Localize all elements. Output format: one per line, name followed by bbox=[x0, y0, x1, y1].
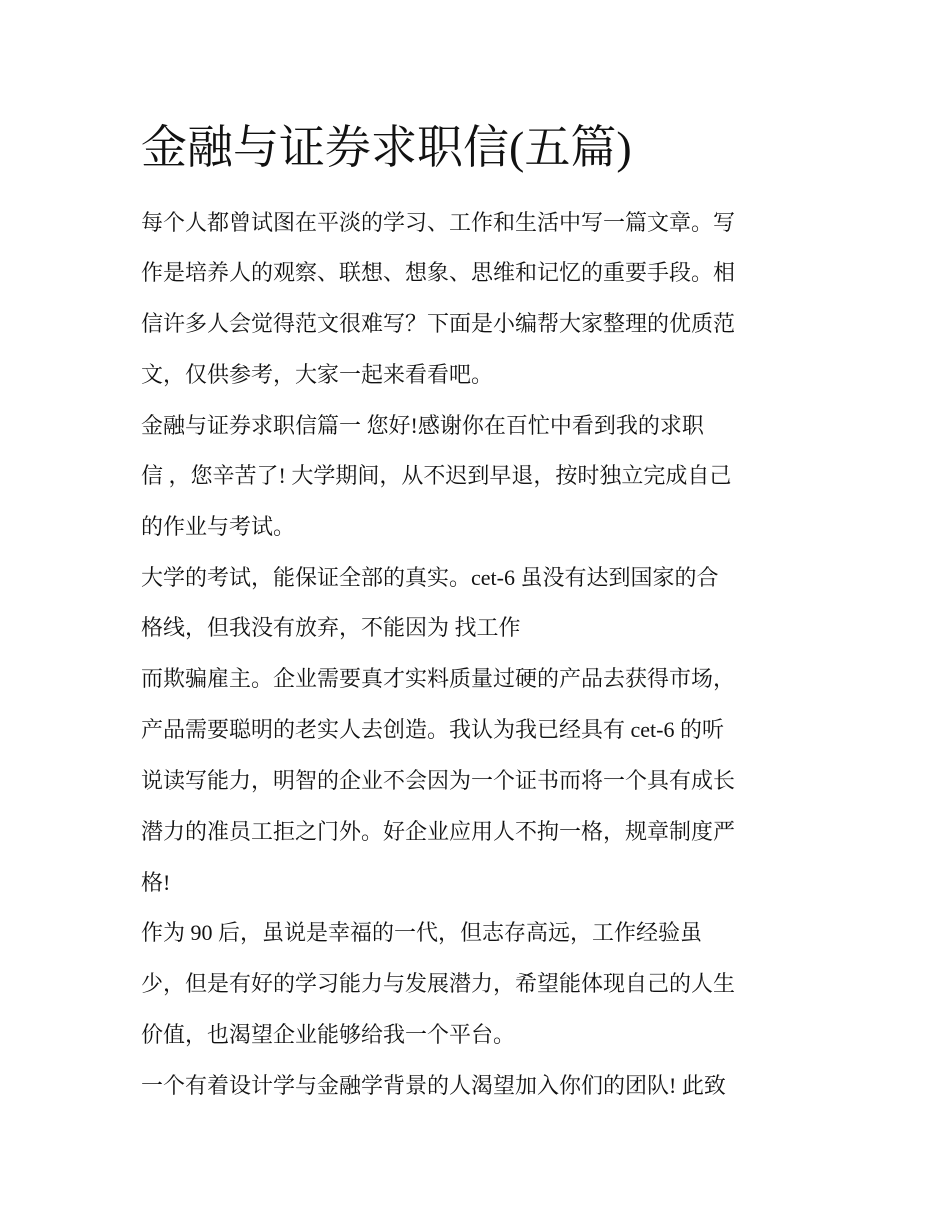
text-line-4: 文，仅供参考，大家一起来看看吧。 bbox=[141, 362, 494, 387]
text-line-14: 格! bbox=[141, 870, 171, 895]
text-line-18: 一个有着设计学与金融学背景的人渴望加入你们的团队! 此致 bbox=[141, 1073, 726, 1098]
text-line-13: 潜力的准员工拒之门外。好企业应用人不拘一格，规章制度严 bbox=[141, 819, 736, 844]
text-line-15: 作为 90 后，虽说是幸福的一代，但志存高远，工作经验虽 bbox=[141, 920, 703, 945]
text-line-9: 格线，但我没有放弃，不能因为 找工作 bbox=[141, 615, 521, 640]
text-line-11: 产品需要聪明的老实人去创造。我认为我已经具有 cet-6 的听 bbox=[141, 717, 724, 742]
text-line-7: 的作业与考试。 bbox=[141, 514, 296, 539]
document-title: 金融与证券求职信(五篇) bbox=[141, 122, 632, 173]
text-line-8: 大学的考试，能保证全部的真实。cet-6 虽没有达到国家的合 bbox=[141, 565, 719, 590]
text-line-3: 信许多人会觉得范文很难写？下面是小编帮大家整理的优质范 bbox=[141, 311, 736, 336]
text-line-6: 信 ，您辛苦了! 大学期间，从不迟到早退，按时独立完成自己 bbox=[141, 463, 732, 488]
text-line-16: 少，但是有好的学习能力与发展潜力，希望能体现自己的人生 bbox=[141, 971, 736, 996]
text-line-2: 作是培养人的观察、联想、想象、思维和记忆的重要手段。相 bbox=[141, 260, 736, 285]
text-line-10: 而欺骗雇主。企业需要真才实料质量过硬的产品去获得市场， bbox=[141, 666, 736, 691]
text-line-5: 金融与证券求职信篇一 您好!感谢你在百忙中看到我的求职 bbox=[141, 413, 704, 438]
text-line-17: 价值，也渴望企业能够给我一个平台。 bbox=[141, 1022, 516, 1047]
text-line-1: 每个人都曾试图在平淡的学习、工作和生活中写一篇文章。写 bbox=[141, 210, 736, 235]
text-line-12: 说读写能力，明智的企业不会因为一个证书而将一个具有成长 bbox=[141, 768, 736, 793]
